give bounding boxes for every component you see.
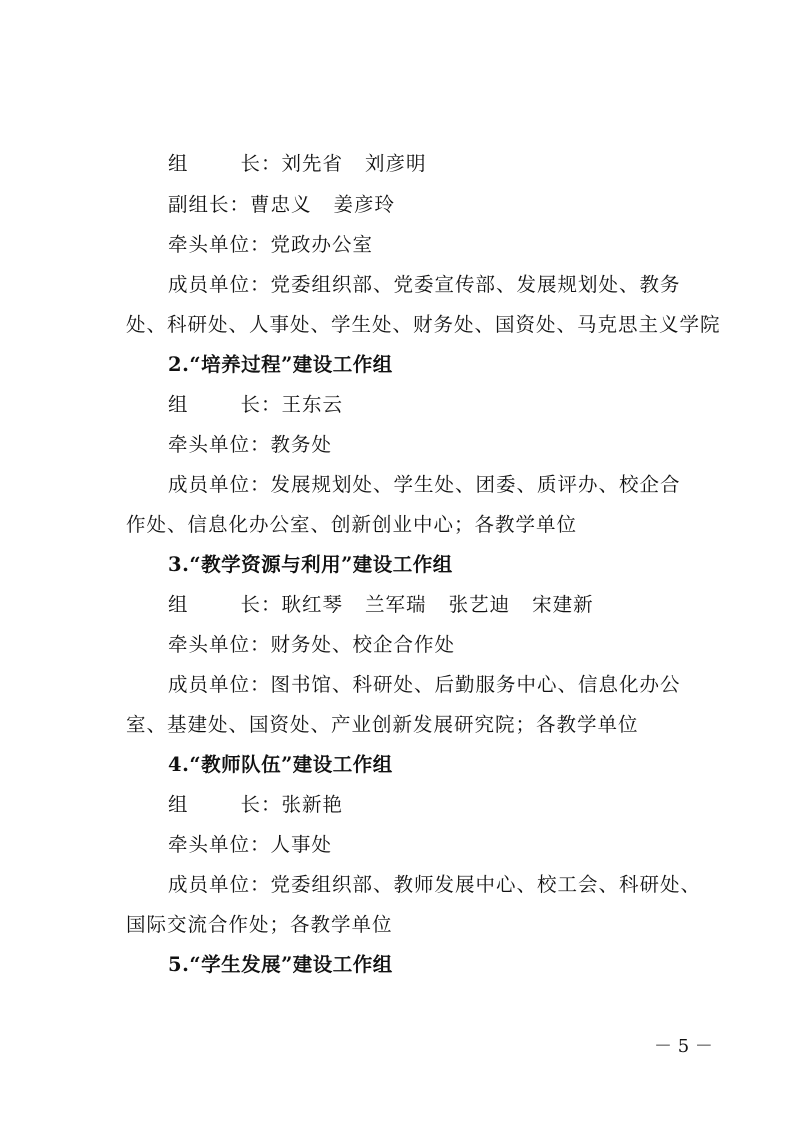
leader-label-b: 长： [240, 393, 282, 416]
leader-name: 王东云 [281, 393, 344, 416]
leader-label-a: 组 [168, 593, 189, 616]
leader-label-b: 长： [240, 152, 282, 175]
group1-lead-unit-line [168, 233, 373, 257]
group4-lead-unit-line [168, 833, 332, 857]
group3-members-line1: 成员单位：图书馆、科研处、后勤服务中心、信息化办公 [168, 673, 681, 696]
leader-name: 宋建新 [532, 593, 594, 616]
group4-heading: 4.“教师队伍”建设工作组 [168, 753, 393, 776]
group4-leader-line [168, 793, 343, 817]
lead-unit: 人事处 [270, 833, 333, 856]
leader-name: 张艺迪 [448, 593, 511, 616]
leader-label-b: 长： [240, 593, 282, 616]
deputy-label: 副组长： [168, 193, 251, 216]
group3-leader-line [168, 593, 594, 617]
leader-name: 张新艳 [281, 793, 344, 816]
lead-unit-label: 牵头单位： [168, 833, 271, 856]
group2-heading: 2.“培养过程”建设工作组 [168, 353, 393, 376]
lead-unit-label: 牵头单位： [168, 433, 271, 456]
leader-name: 刘先省 [281, 152, 344, 175]
group2-leader-line [168, 393, 343, 417]
leader-label-a: 组 [168, 793, 189, 816]
leader-label-a: 组 [168, 152, 189, 175]
group3-heading: 3.“教学资源与利用”建设工作组 [168, 553, 453, 576]
leader-name: 耿红琴 [281, 593, 344, 616]
leader-label-b: 长： [240, 793, 282, 816]
group2-lead-unit-line [168, 433, 332, 457]
group5-heading: 5.“学生发展”建设工作组 [168, 953, 393, 976]
lead-unit: 财务处、校企合作处 [270, 633, 456, 656]
group1-members-line2: 处、科研处、人事处、学生处、财务处、国资处、马克思主义学院 [126, 313, 721, 336]
deputy-name: 曹忠义 [250, 193, 312, 216]
group1-deputy-line [168, 193, 395, 217]
lead-unit: 教务处 [270, 433, 333, 456]
leader-name: 兰军瑞 [365, 593, 427, 616]
group2-members-line1: 成员单位：发展规划处、学生处、团委、质评办、校企合 [168, 473, 681, 496]
lead-unit: 党政办公室 [270, 233, 374, 256]
lead-unit-label: 牵头单位： [168, 633, 271, 656]
lead-unit-label: 牵头单位： [168, 233, 271, 256]
page-number: － 5 － [654, 1036, 713, 1057]
group1-leader-line [168, 152, 427, 176]
group1-members-line1: 成员单位：党委组织部、党委宣传部、发展规划处、教务 [168, 273, 681, 296]
deputy-name: 姜彦玲 [333, 193, 396, 216]
group2-members-line2: 作处、信息化办公室、创新创业中心；各教学单位 [126, 513, 578, 536]
leader-label-a: 组 [168, 393, 189, 416]
leader-name: 刘彦明 [365, 152, 427, 175]
group3-lead-unit-line [168, 633, 455, 657]
group3-members-line2: 室、基建处、国资处、产业创新发展研究院；各教学单位 [126, 713, 639, 736]
group4-members-line2: 国际交流合作处；各教学单位 [126, 913, 393, 936]
group4-members-line1: 成员单位：党委组织部、教师发展中心、校工会、科研处、 [168, 873, 702, 896]
